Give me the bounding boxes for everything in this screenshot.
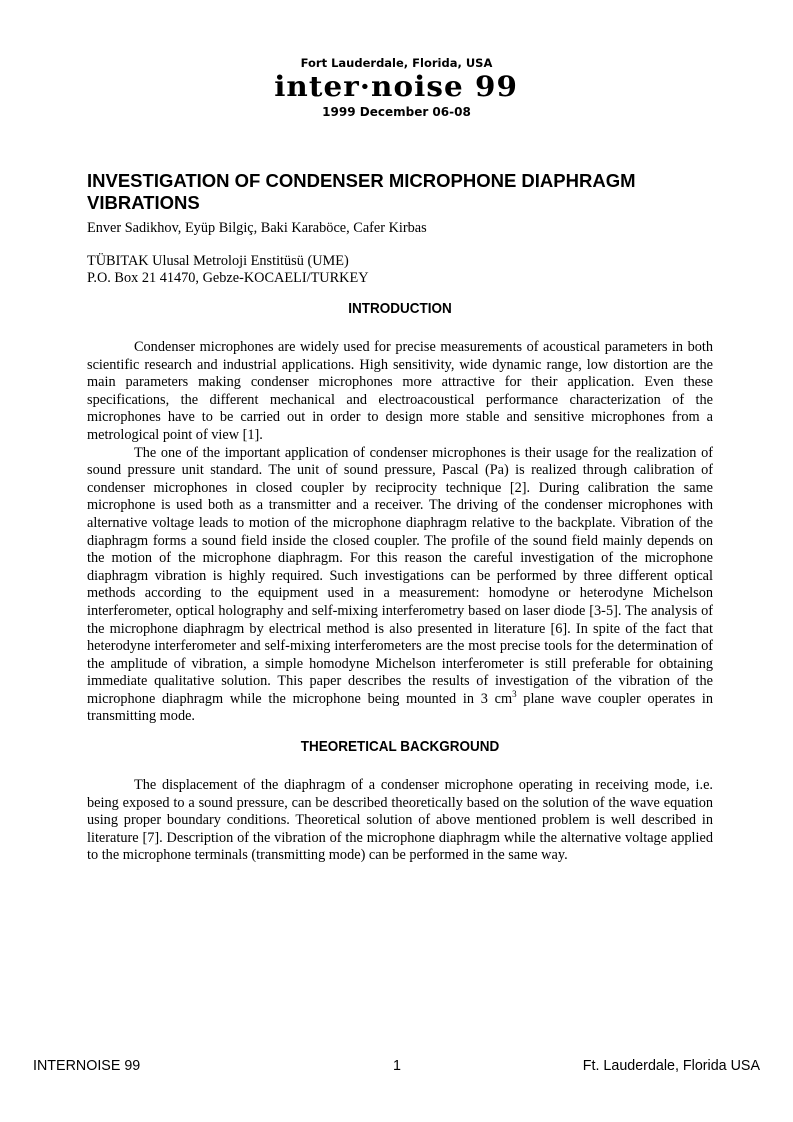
introduction-paragraph-2-end: plane wave coupler operates in transmitting mode. <box>87 690 713 725</box>
affiliation-line-2: P.O. Box 21 41470, Gebze-KOCAELI/TURKEY <box>87 270 369 286</box>
cubic-superscript: 3 <box>512 689 517 700</box>
conference-location: Fort Lauderdale, Florida, USA <box>300 56 493 70</box>
paper-authors: Enver Sadikhov, Eyüp Bilgiç, Baki Karaböce, Cafer Kirbas <box>87 220 427 236</box>
introduction-paragraph-2-text: The one of the important application of condenser microphones is their usage for the realization of sound pressure unit standard. The unit of sound pressure, Pascal (Pa) is realized through calibration of condenser microphones in closed coupler by reciprocity technique [2]. During calibration the same microphone is used both as a transmitter and a receiver. The driving of the condenser microphones with alternative voltage leads to motion of the microphone diaphragm relative to the backplate. Vibration of the diaphragm forms a sound field inside the closed coupler. The profile of the sound field mainly depends on the motion of the microphone diaphragm. For this reason the careful investigation of the microphone diaphragm vibration is highly required. Such investigations can be performed by three different optical methods according to the equipment used in a measurement: homodyne or heterodyne Michelson interferometer, optical holography and self-mixing interferometry based on laser diode [3-5]. The analysis of the microphone diaphragm by electrical method is also presented in literature [6]. In spite of the fact that heterodyne interferometer and self-mixing interferometers are the most precise tools for the determination of the amplitude of vibration, a simple homodyne Michelson interferometer is still preferable for obtaining immediate qualitative solution. This paper describes the results of investigation of the vibration of the microphone diaphragm while the microphone being mounted in 3 cm <box>87 444 713 707</box>
theory-paragraph-1: The displacement of the diaphragm of a condenser microphone operating in receiving mode, i.e. being exposed to a sound pressure, can be described theoretically based on the solution of the wave equation using proper boundary conditions. Theoretical solution of above mentioned problem is well described in literature [7]. Description of the vibration of the microphone diaphragm while the alternative voltage applied to the microphone terminals (transmitting mode) can be performed in the same way. <box>87 777 713 864</box>
introduction-paragraph-2 <box>87 445 713 727</box>
conference-header <box>0 56 793 119</box>
paper-affiliation <box>87 253 713 287</box>
paper-body <box>87 170 713 865</box>
conference-date: 1999 December 06-08 <box>322 105 471 119</box>
footer-location: Ft. Lauderdale, Florida USA <box>582 1058 760 1074</box>
introduction-paragraph-1: Condenser microphones are widely used for precise measurements of acoustical parameters in both scientific research and industrial applications. High sensitivity, wide dynamic range, low distortion are the main parameters making condenser microphones more attractive for their application. Even these specifications, the different mechanical and electroacoustical performance characterization of the microphones have to be carried out in order to design more stable and sensitive microphones from a metrological point of view [1]. <box>87 339 713 443</box>
footer-page-number: 1 <box>393 1058 401 1074</box>
paper-title: INVESTIGATION OF CONDENSER MICROPHONE DIAPHRAGM VIBRATIONS <box>87 170 636 213</box>
affiliation-line-1: TÜBITAK Ulusal Metroloji Enstitüsü (UME) <box>87 253 349 269</box>
conference-logo: inter·noise 99 <box>274 70 519 103</box>
footer-conference: INTERNOISE 99 <box>33 1058 141 1074</box>
theory-heading: THEORETICAL BACKGROUND <box>300 738 500 756</box>
introduction-heading: INTRODUCTION <box>348 300 452 317</box>
